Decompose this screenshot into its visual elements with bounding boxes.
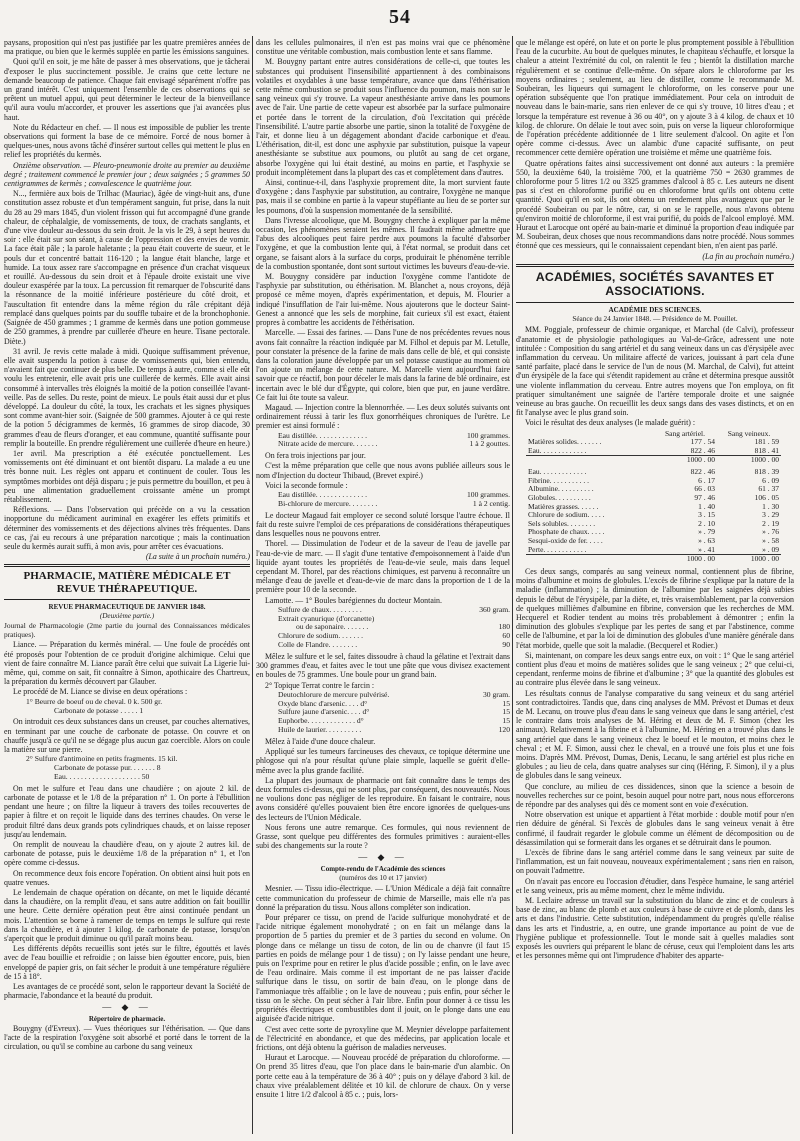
table-cell: 1 . 40 [698, 501, 715, 511]
table-cell: Eau. . . . . . . . . . . . . [528, 467, 587, 477]
paragraph: paysans, proposition qui n'est pas justifiée par les quatre premières années de ma pratique, ou bien que le kermès supplée en partie les émissions sanguines. [4, 38, 250, 57]
formula-line: 1° Beurre de boeuf ou de cheval. 0 k. 500 gr. [26, 696, 163, 706]
paragraph: Ainsi, continue-t-il, dans l'asphyxie proprement dite, la mort survient faute d'oxygène ; dans l'asphyxie par substitution, au contraire, l'oxygène ne manque pas, mais il se combine en partie à la vapeur stupéfiante au lieu de se porter sur les poumons, d'où la suspension momentanée de la sensibilité. [256, 178, 510, 215]
formula [26, 698, 250, 716]
paragraph: M. Bouygny partant entre autres considérations de celle-ci, que toutes les substances qui produisent l'insensibilité appartiennent à des combinaisons volatiles et oxydables à une basse température, avance que dans l'éthérisation cette même combustion se produit sous l'influence du poumon, mais non sur le sang veineux qui s'y trouve. La vapeur anesthésiante arrive dans les poumons avec de l'air. Une partie de cette vapeur est absorbée par la surface pulmonaire et portée dans le torrent de la circulation, d'où l'excitation qui précède l'insensibilité. L'autre partie absorbe une partie, sinon la totalité de l'oxygène de l'air, et donne lieu à un dégagement abondant d'acide carbonique et d'eau. L'éthérisation, dit-il, est donc une asphyxie par substitution, puisque la vapeur anesthésiante se substitue aux poumons, ou plutôt au sang de cet organe, absorbe l'oxygène qui lui était destiné, au moins en partie, et l'asphyxie se produit incomplètement dans la plupart des cas et complètement dans d'autres. [256, 57, 510, 177]
table-cell: 818 . 39 [754, 467, 779, 477]
paragraph: Le lendemain de chaque opération on décante, on met le liquide décanté dans la chaudière, on la remplit d'eau, et sans autre addition on fait bouillir une heure. Cette dernière opération peut être ainsi continuée pendant un mois. L'attention se borne à ramener de temps en temps le sulfure qui reste dans la chaudière, et à ajouter 1 kilog. de carbonate de potasse, lorsqu'on s'aperçoit que le produit diminue ou qu'il paraît moins beau. [4, 887, 250, 943]
paragraph: On remplit de nouveau la chaudière d'eau, on y ajoute 2 autres kil. de carbonate de potasse, puis le deuxième 1/8 de la préparation n° 1, et l'on opère comme ci-dessus. [4, 839, 250, 868]
formula-value [430, 615, 510, 624]
ornament-divider: — ◆ — [102, 1002, 152, 1013]
reflections-paragraph: Réflexions. — Dans l'observation qui précède on a vu la cessation inopportune du médicament auriminal en exagérer les effets primitifs et déterminer des vomissements et des déjections alvines très fréquentes. Dans ce cas, j'ai eu recours à une préparation narcotique ; mais la continuation seule du kermès aurait suffi, à mon avis, pour arrêter ces évacuations. [4, 505, 250, 551]
paragraph: N..., fermière aux bois de Trilhac (Mauriac), âgée de vingt-huit ans, d'une constitution assez robuste et d'un tempérament sanguin, fut prise, dans la nuit du 28 au 29 mars 1845, d'un violent frisson qui fut accompagné d'une grande chaleur, de céphalalgie, de vomissements, de toux, de crachats sanglants, et d'une vive douleur au-dessous du sein droit. Je la vis le 29, à sept heures du soir : elle était sur son séant, à cause de l'oppression et des envies de vomir. La face était pâle ; la parole haletante ; la peau était couverte de sueur, et le pouls dur et concentré battait 116-120 ; la langue était blanche, large et humide. La toux assez rare s'accompagne en présence d'un crachat visqueux et rouillé. Au-dessous du sein droit et à l'épaule droite existait une vive douleur exaspérée par la toux. La percussion fit remarquer de l'obscurité dans la résonnance de la moitié inférieure postérieure du côté droit, et l'auscultation fit entendre dans la même région du râle crépitant déjà remplacé dans quelques points par du souffle tubaire et de la bronchophonie. (Saignée de 450 grammes ; 1 gramme de kermès dans une potion gommeuse de 250 grammes, à prendre par cuillerée d'heure en heure. Tisane pectorale. Diète.) [4, 189, 250, 346]
paragraph: Les résultats connus de l'analyse comparative du sang veineux et du sang artériel sont contradictoires. Tandis que, dans cinq analyses de MM. Prévost et Dumas et deux de M. Lecanu, on trouve plus d'eau dans le sang veineux que dans le sang artériel, c'est le contraire dans trois analyses de M. Héring et deux de M. F. Simon (chez les animaux). Relativement à la fibrine et à l'albumine, M. Héring en a trouvé plus dans le sang artériel que dans le sang veineux chez le boeuf et le mouton, et moins chez le cheval ; et M. F. Simon, aussi chez le cheval, en a trouvé une fois plus et une fois moins. D'après MM. Prévost, Dumas, Denis, Lecanu, le sang artériel est plus riche en globules ; au lieu de cela, dans quatre analyses sur cinq (Héring, F. Simon), il y a plus de globules dans le sang veineux. [516, 688, 794, 781]
paragraph: Thorel. — Dissimulation de l'odeur et de la saveur de l'eau de javelle par l'eau-de-vie de marc. — Il s'agit d'une tentative d'empoisonnement à l'aide d'un liquide ayant toutes les propriétés de l'eau-de-vie seule, mais dans lequel cependant M. Thorel, par des réactions chimiques, est parvenu à reconnaître un mélange d'eau de javelle et d'eau-de-vie de marc dans la proportion de 1 de la première pour 10 de la seconde. [256, 539, 510, 595]
table-cell: 106 . 05 [754, 492, 779, 502]
continuation-note: (La suite à un prochain numéro.) [145, 552, 250, 562]
editor-note: Note du Rédacteur en chef. — Il nous est impossible de publier les trente observations qui forment la base de ce mémoire. Forcé de nous borner à quelques-unes, nous avons tâché d'insérer surtout celles qui mettent le plus en relief les propriétés du kermès. [4, 122, 250, 160]
paragraph: On met le sulfure et l'eau dans une chaudière ; on ajoute 2 kil. de carbonate de potasse et le 1/8 de la préparation n° 1. On porte à l'ébullition pendant une heure ; on filtre la liqueur à travers des toiles recouvertes de papier à filtre et on reçoit le liquide dans des terrines chaudes. On verse le produit filtré dans deux grands pots cylindriques chauds, et on laisse reposer jusqu'au lendemain. [4, 783, 250, 839]
formula-value: 1 à 2 centig. [472, 498, 510, 508]
paragraph: Le procédé de M. Liance se divise en deux opérations : [13, 687, 188, 697]
paragraph: M. Leclaire adresse un travail sur la substitution du blanc de zinc et de couleurs à base de zinc, au blanc de plomb et aux couleurs à base de cuivre et de plomb, dans les arts et dans l'industrie. Cette substitution, indépendamment du progrès qu'elle réalise dans les arts et l'industrie, a, en outre, une grande importance au point de vue de l'hygiène publique et professionnelle. Tout le monde sait à quelles maladies sont exposés les ouvriers qui préparent le blanc de céruse, ceux qui l'emploient dans les arts et les personnes même qui ont l'imprudence d'habiter des apparte- [516, 896, 794, 961]
paragraph: La plupart des journaux de pharmacie ont fait connaître dans le temps des deux formules ci-dessus, qui ne sont plus, par conséquent, des nouveautés. Nous ne voulions donc pas négliger de les reproduire. En faisant le contraire, nous avons considéré qu'elles pouvaient bien être encore ignorées de quelques-uns des lecteurs de l'Union Médicale. [256, 775, 510, 822]
paragraph: 1er avril. Ma prescription a été exécutée ponctuellement. Les vomissements ont été diminuant et ont bientôt disparu. La malade a eu une très bonne nuit. Les règles ont apparu et continuent de couler. Tous les symptômes morbides ont déjà disparu ; je puis permettre du bouillon, et peu à peu une alimentation graduellement croissante amène un prompt rétablissement. [4, 448, 250, 504]
formula-value: 15 [502, 698, 510, 708]
table-cell: 1000 . 00 [653, 456, 717, 465]
rule [516, 302, 794, 303]
table-cell: Sels solubles. . . . . . . . [528, 518, 596, 528]
table-cell [526, 555, 653, 564]
paragraph: Que conclure, au milieu de ces dissidences, sinon que la science a besoin de nouvelles recherches sur ce point, besoin auquel pour notre part, nous nous efforcerons de répondre par des analyses qui dès ce moment sont en voie d'exécution. [516, 781, 794, 809]
table-cell: 1 . 30 [762, 501, 779, 511]
paragraph: M. Bouygny considère par induction l'oxygène comme l'antidote de l'asphyxie par substitution, ou éthérisation. M. Blanchet a, nous croyons, déjà proposé ce même moyen, d'après expérimentation, et depuis, M. Flourier a indiqué l'insufflation de l'air lui-même. Nous ajouterons que le docteur Saint-Genest a annoncé que les sels de morphine, fait curieux s'il est exact, étaient propres à combattre les accidents de l'éthérisation. [256, 272, 510, 328]
continuation-note: (La fin au prochain numéro.) [702, 251, 794, 261]
paragraph: Mêlez à l'aide d'une douce chaleur. [265, 737, 376, 746]
page-number: 54 [389, 6, 411, 28]
table-cell: Eau. . . . . . . . . . . . . [528, 445, 587, 455]
section-rule [516, 264, 794, 267]
column-rule-2 [512, 36, 513, 1134]
column-1 [4, 38, 250, 1134]
formula [278, 432, 510, 450]
paragraph: Mesnier. — Tissu idio-électrique. — L'Union Médicale a déjà fait connaître cette communication du professeur de chimie de Marseille, mais elle n'a pas donné la préparation du tissu. Nous allons compléter son indication. [256, 884, 510, 912]
compte-rendu-heading: Compte-rendu de l'Académie des sciences [320, 864, 446, 873]
table-cell: Albumine. . . . . . . . . . [528, 484, 594, 494]
formula-value: 360 gram. [479, 604, 510, 614]
table-header-cell: Sang veineux. [727, 428, 771, 438]
paragraph: Quatre opérations faites ainsi successivement ont donné aux auteurs : la première 550, la deuxième 640, la troisième 700, et la quatrième 750 = 2630 grammes de chloroforme pour 5 litres 1/2 ou 3325 grammes d'alcool à 85 c. Les auteurs ne disent pas si c'est en chloroforme purifié ou en chloroforme brut qu'ils ont obtenu cette quantité. Quoi qu'il en soit, ils ont obtenu un rendement plus avantageux que par le procédé Soubeiran ou par le nôtre, car, si on se le rappelle, nous n'avons obtenu qu'environ moitié de chloroforme, il est vrai purifié, du poids de l'alcool employé. MM. Huraut et Larocque ont opéré au bain-marie et diminué la proportion d'eau indiquée par M. Soubeiran, deux choses que nous recommandions dans notre procédé. Nous sommes étonné que ces messieurs, qui le connaissaient cependant bien, n'en aient pas parlé. [516, 158, 794, 251]
formula-label: Eau distillée. . . . . . . . . . . . . . [278, 490, 368, 500]
formula-label: Eau distillée. . . . . . . . . . . . . . [278, 430, 368, 440]
paragraph: 2° Topique Terrat contre le farcin : [265, 680, 375, 690]
formula-line: 2° Sulfure d'antimoine en petits fragments. 15 kil. [26, 754, 178, 764]
table-cell: 3 . 29 [762, 510, 779, 520]
ornament-divider: — ◆ — [358, 852, 408, 863]
paragraph: Dans l'ivresse alcoolique, que M. Bouygny cherche à expliquer par la même occasion, les phénomènes seraient les mêmes. Il faudrait même admettre que l'abus des alcooliques peut faire perdre aux poumons la faculté d'absorber l'oxygène, et que la combustion lente qui, à l'état normal, se produit dans cet organe, se faisant alors à la surface du corps, produirait le phénomène terrible de la combustion spontanée, dont sont surtout victimes les buveurs d'eau-de-vie. [256, 215, 510, 271]
formula-line: Eau. . . . . . . . . . . . . . . . . . . . 50 [54, 771, 150, 781]
repertoire-heading: Répertoire de pharmacie. [88, 1014, 166, 1023]
formula-label: Deutochlorure de mercure pulvérisé. [278, 689, 390, 699]
table-cell: Matières solides. . . . . . . [528, 437, 602, 447]
formula-value: 100 grammes. [466, 490, 510, 500]
formula-value: 120 [498, 725, 510, 735]
blood-composition-table [526, 468, 781, 564]
paragraph: MM. Poggiale, professeur de chimie organique, et Marchal (de Calvi), professeur d'anatomie et de physiologie pathologiques au Val-de-Grâce, adressent une note intitulée : Composition du sang artériel et du sang veineux dans un cas d'érysipèle avec inflammation du cerveau. Un militaire affecté de varices, jouissant à part cela d'une santé parfaite, placé dans le service de l'un de nous (M. Marchal, de Calvi), fut atteint d'un érysipèle de la face qui s'étendit rapidement au crâne et détermina presque aussitôt une violente inflammation du cerveau. Entre autres moyens que l'on employa, on fit pratiquer simultanément une saignée de l'artère temporale droite et une saignée veineuse au bras gauche. On recueillit les deux sangs dans des vases distincts, et on en fit l'analyse avec le plus grand soin. [516, 325, 794, 418]
column-rule-1 [252, 36, 253, 1134]
formula-label: Nitrate acide de mercure. . . . . . . [278, 439, 378, 449]
paragraph: que le mélange est opéré, on lute et on porte le plus promptement possible à l'ébullition l'eau de la cucurbite. Au bout de quelques minutes, le chapiteau s'échauffe, et lorsque la chaleur a atteint l'extrémité du col, on ralentit le feu ; bientôt la distillation marche régulièrement et se continue d'elle-même. On sépare alors le chloroforme par les moyens ordinaires ; seulement, au lieu de distiller, comme le recommande M. Soubeiran, les liqueurs qui surnagent le chloroforme, on les conserve pour une opération subséquente que l'on pratique immédiatement. Pour cela on introduit de nouveau dans le bain-marie, sans rien enlever de ce qui s'y trouve, 10 litres d'eau ; et lorsque la température est revenue à 36 ou 40°, on y ajoute 3 à 4 kilog. de chaux et 10 kilog. de chlorure. On délaie le tout avec soin, puis on verse la liqueur chloroformique de l'opération précédente additionnée de 1 litre seulement d'alcool. On agite et l'on opère comme ci-dessus. Avec un alambic d'une capacité suffisante, on peut recommencer cette dernière opération une troisième et même une quatrième fois. [516, 38, 794, 158]
blood-analysis-table [526, 430, 781, 466]
formula-label: Euphorbe. . . . . . . . . . . . . d° [278, 716, 364, 726]
seance-line: Séance du 24 Janvier 1848. — Présidence de M. Pouillet. [572, 314, 738, 323]
paragraph: dans les cellules pulmonaires, il n'en est pas moins vrai que ce phénomène constitue une véritable combustion, mais combustion lente et sans flamme. [256, 38, 510, 57]
formula [278, 606, 510, 650]
table-cell [526, 456, 653, 465]
formula-line: Carbonate de potasse pur. . . . . . . 8 [54, 763, 161, 772]
paragraph: Les différents dépôts recueillis sont jetés sur le filtre, égouttés et lavés avec de l'eau bouillie et refroidie ; on laisse bien égoutter encore, puis, bien enveloppé de papier gris, on fait sécher le produit à une température régulière de 15 à 18°. [4, 944, 250, 981]
paragraph: On n'avait pas encore eu l'occasion d'étudier, dans l'espèce humaine, le sang artériel et le sang veineux, pris au même moment, chez le même individu. [516, 876, 794, 895]
paragraph: Mêlez le sulfure et le sel, faites dissoudre à chaud la gélatine et l'extrait dans 300 grammes d'eau, et faites avec le tout une pâte que vous divisez exactement en boules de 75 grammes. Une boule pour un grand bain. [256, 651, 510, 680]
paragraph: Quoi qu'il en soit, je me hâte de passer à mes observations, que je tâcherai d'exposer le plus succinctement possible. Je crains que cette lecture ne demande beaucoup de patience. Chaque fait envisagé séparément n'offre pas un grand intérêt. C'est uniquement l'ensemble de ces observations qui se prêtent un mutuel appui, qui peut déterminer le lecteur de la bienveillance qu'il aura voulu m'accorder, et prouver les assertions que j'ai avancées plus haut. [4, 57, 250, 122]
compte-rendu-subheading: (numéros des 10 et 17 janvier) [339, 874, 427, 883]
paragraph: Appliqué sur les tumeurs farcineuses des chevaux, ce topique détermine une phlogose qui n'a pour résultat qu'une plaie simple, laquelle se guérit d'elle-même avec la plus grande facilité. [256, 747, 510, 775]
table-row [526, 546, 781, 555]
formula [26, 755, 250, 782]
formula-label: Sulfure de chaux. . . . . . . . . [278, 604, 362, 614]
formula-value: 90 [502, 640, 510, 650]
observation-title: Onzième observation. — Pleuro-pneumonie droite au premier au deuxième degré ; traitement commencé le premier jour ; deux saignées ; 5 grammes 50 centigrammes de kermès ; convalescence le quatrième jour. [4, 160, 250, 189]
formula-label: Huile de laurier. . . . . . . . . . [278, 725, 362, 735]
table-cell: 1000 . 00 [717, 456, 781, 465]
formula [278, 691, 510, 735]
table-cell: 818 . 41 [754, 445, 779, 455]
table-header-cell: Sang artériel. [665, 428, 705, 438]
table-cell: 6 . 17 [698, 475, 715, 485]
table-cell: » . 09 [762, 544, 779, 554]
table-cell: 1000 . 00 [717, 555, 781, 564]
formula-line: Carbonate de potasse . . . . . 1 [54, 705, 144, 715]
paragraph: Huraut et Larocque. — Nouveau procédé de préparation du chloroforme. — On prend 35 litres d'eau, que l'on place dans le bain-marie d'un alambic. On porte cette eau à la température de 36 à 40° ; puis on y délaye d'abord 3 kil. de chaux vive préalablement délitée et 10 kil. de chlorure de chaux. On y verse ensuite 1 litre 1/2 d'alcool à 85 c. ; puis, lors- [256, 1053, 510, 1099]
table-cell: Phosphate de chaux. . . . . [528, 527, 605, 537]
paragraph: On recommence deux fois encore l'opération. On obtient ainsi huit pots en quatre venues. [4, 868, 250, 887]
paragraph: Voici la seconde formule : [265, 480, 348, 490]
table-cell: » . 76 [762, 527, 779, 537]
revue-subheading-part: (Deuxième partie.) [99, 611, 155, 620]
formula-label: Bi-chlorure de mercure. . . . . . . . [278, 498, 378, 508]
journal-line: Journal de Pharmacologie (2me partie du journal des Connaissances médicales pratiques). [4, 621, 250, 639]
section-heading-academies: ACADÉMIES, SOCIÉTÉS SAVANTES ET ASSOCIATIONS. [535, 269, 775, 299]
paragraph: C'est la même préparation que celle que nous avons publiée ailleurs sous le nom d'Injection du docteur Thibaud, (Brevet expiré.) [256, 461, 510, 480]
table-cell: 822 . 46 [690, 445, 715, 455]
formula-label: Chlorure de sodium. . . . . . . [278, 631, 363, 641]
table-cell: 181 . 59 [754, 437, 779, 447]
table-cell: 1000 . 00 [653, 555, 717, 564]
rule [4, 599, 250, 600]
formula [278, 491, 510, 509]
table-total-row [526, 555, 781, 564]
table-cell: 66 . 03 [694, 484, 715, 494]
table-cell: 6 . 09 [762, 475, 779, 485]
table-cell: 97 . 46 [694, 492, 715, 502]
table-cell: » . 58 [762, 536, 779, 546]
table-total-row [526, 456, 781, 465]
formula-value: 15 [502, 707, 510, 717]
paragraph: On fera trois injections par jour. [265, 451, 366, 461]
table-cell: 2 . 19 [762, 518, 779, 528]
formula-label: ou de saponaire. . . . . . . [296, 622, 369, 632]
column-3 [516, 38, 794, 1134]
paragraph: Voici le résultat des deux analyses (le malade guérit) : [525, 418, 696, 428]
revue-subheading: REVUE PHARMACEUTIQUE DE JANVIER 1848. [48, 602, 206, 611]
paragraph: Liance. — Préparation du kermès minéral. — Une foule de procédés ont été proposés pour l'obtention de ce produit d'origine alchimique. Celui que vient de faire connaître M. Liance paraît être celui que suivait La Ligerie lui-même, qui, comme on sait, fit connaître à Simon, apothicaire des Chartreux, la préparation du kermès découvert par Glauber. [4, 640, 250, 687]
table-cell: Sesqui-oxide de fer. . . . . [528, 536, 603, 546]
paragraph: Magaud. — Injection contre la blennorrhée. — Les deux solutés suivants ont ordinairement réussi à tarir les flux gonorrhéiques chroniques de l'urètre. Le premier est ainsi formulé : [256, 402, 510, 431]
table-cell: » . 63 [698, 536, 715, 546]
paragraph: Pour préparer ce tissu, on prend de l'acide sulfurique monohydraté et de l'acide nitrique également monohydraté ; on en fait un mélange dans la proportion de 5 parties du premier et de 3 parties du second en volume. On plonge dans ce mélange un tissu de coton, de lin ou de chanvre (il faut 15 parties en poids de mélange pour 1 de tissu) ; on l'y laisse pendant une heure, puis on l'exprime pour en retirer le plus d'acide possible ; enfin, on le lave avec de l'eau ordinaire. Mais comme il est important de ne pas laisser d'acide sulfurique dans le tissu, on sortir de bain d'eau, on le plonge dans de l'ammoniaque très affaiblie ; on le lave de nouveau ; puis enfin, pour sécher le tissu on le sèche. On peut sécher à l'air libre. Enfin pour donner à ce tissu les propriétés électriques et combustibles dont il jouit, on le plonge dans une eau aiguisée d'acide nitrique. [256, 913, 510, 1024]
paragraph: Lamotte. — 1° Boules barégiennes du docteur Montain. [265, 595, 442, 605]
table-cell: Matières grasses. . . . . . [528, 501, 599, 511]
academie-subheading: ACADÉMIE DES SCIENCES. [608, 305, 702, 314]
table-cell: 822 . 46 [690, 467, 715, 477]
table-cell: 3 . 15 [698, 510, 715, 520]
formula-value: 30 gram. [483, 689, 510, 699]
formula-label: Oxyde blanc d'arsenic. . . . d° [278, 698, 368, 708]
table-cell: » . 79 [698, 527, 715, 537]
paragraph: C'est avec cette sorte de pyroxyline que M. Meynier développe parfaitement de l'électricité en abondance, et que des médecins, par application locale et frictions, ont déjà obtenu la guérison de maladies nerveuses. [256, 1024, 510, 1052]
formula-value: 15 [502, 716, 510, 726]
formula-value: 1 à 2 gouttes. [469, 439, 510, 449]
paragraph: Ces deux sangs, comparés au sang veineux normal, contiennent plus de fibrine, moins d'albumine et moins de globules. L'excès de fibrine s'explique par la nature de la maladie (inflammation) ; la diminution de l'albumine par les saignées déjà subies depuis le début de l'érysipèle, par la diète, et, très vraisemblablement, par la conversion de quelques millièmes d'albumine en fibrine, conversion que les recherches de MM. Hecquerel et Rodier tendent au moins très probablement à démontrer ; enfin la diminution des globules s'explique par les pertes de sang et par l'abstinence, comme celle de l'albumine, et par la loi de diminution des globules d'une manière générale dans l'état morbide, quelle que soit la maladie. (Becquerel et Rodier.) [516, 566, 794, 650]
paragraph: 31 avril. Je revis cette malade à midi. Quoique suffisamment prévenue, elle avait suspendu la potion à cause de vomissements qui, bien entendu, n'avaient fait que continuer de plus belle. De temps à autre, comme si elle eût voulu les entretenir, elle avait pris une cuillerée de kermès. Elle avait ainsi consommé à intervalles très éloignés la moitié de la potion conseillée l'avant-veille. Pas de selles. Du reste, point de mieux. Le pouls était aussi dur et plus développé. La douleur du côté, la toux, les crachats et les signes physiques sont comme avant-hier soir. (Saignée de 500 grammes. Ajouter à ce qui reste de la potion 5 décigrammes de kermès, 16 grammes de sirop diacode, 30 grammes d'eau de fleurs d'oranger, et eau commune, quantité suffisante pour remplir la bouteille. En prendre régulièrement une cuillerée d'heure en heure.) [4, 346, 250, 448]
table-cell: 2 . 10 [698, 518, 715, 528]
formula-label: Sulfure jaune d'arsenic. . . . d° [278, 707, 370, 717]
paragraph: Bouygny (d'Evreux). — Vues théoriques sur l'éthérisation. — Que dans l'acte de la respiration l'oxygène soit absorbé et porté dans le torrent de la circulation, ou qu'il se combine au carbone du sang veineux [4, 1023, 250, 1052]
table-cell: 177 . 54 [690, 437, 715, 447]
table-cell: » . 41 [698, 544, 715, 554]
table-cell: Perte. . . . . . . . . . . . [528, 544, 587, 554]
paragraph: On introduit ces deux substances dans un creuset, par couches alternatives, en terminant par une couche de carbonate de potasse. On couvre et on chauffe jusqu'à ce qu'il ne se dégage plus aucun gaz coercible. Alors on coule la matière sur une pierre. [4, 717, 250, 754]
paragraph: Si, maintenant, on compare les deux sangs entre eux, on voit : 1° Que le sang artériel contient plus d'eau et moins de matières solides que le sang veineux ; 2° que celui-ci, cependant, renferme moins de fibrine et d'albumine ; 3° que la quantité des globules est au contraire plus élevée dans le sang veineux. [516, 650, 794, 688]
formula-value: 60 [502, 631, 510, 641]
section-rule [4, 564, 250, 567]
formula-label: Colle de Flandre. . . . . . . . [278, 640, 358, 650]
table-cell: 61 . 37 [758, 484, 779, 494]
paragraph: Nous ferons une autre remarque. Ces formules, qui nous reviennent de Grasse, sont quelque peu différentes des formules primitives : auraient-elles subi des changements sur la route ? [256, 822, 510, 851]
formula-label: Extrait cyanurique (d'orcanette) [278, 613, 375, 623]
table-cell: Chlorure de sodium. . . . . [528, 510, 605, 520]
table-cell: Fibrine. . . . . . . . . . . [528, 475, 590, 485]
table-cell: Globules. . . . . . . . . . [528, 492, 591, 502]
paragraph: Marcelle. — Essai des farines. — Dans l'une de nos précédentes revues nous avons fait connaître la réaction indiquée par M. Filhol et depuis par M. Letulle, pour constater la présence de la farine de maïs dans celle de blé, et qui consiste dans la coloration jaune développée par un sel potasse caustique au moment où l'on ajoute un mélange de cette nature. M. Marcelle vient aujourd'hui faire savoir que ce réactif, bon pour déceler le maïs dans la farine de blé ordinaire, est incertain avec le blé dur d'Égypte, qui colore, bien que pur, en jaune verdâtre. Ce fait lui ôte toute sa valeur. [256, 328, 510, 402]
section-heading-pharmacie: PHARMACIE, MATIÈRE MÉDICALE ET REVUE THÉRAPEUTIQUE. [23, 570, 231, 596]
column-2 [256, 38, 510, 1134]
paragraph: Notre observation est unique et appartient à l'état morbide : double motif pour n'en rien déduire de général. Si l'excès de globules dans le sang veineux venait à être confirmé, il faudrait regarder le globule comme un élément de décomposition ou de désassimilation qui se formerait dans les organes et se détruirait dans le poumon. [516, 810, 794, 847]
paragraph: Le docteur Magaud fait employer ce second soluté lorsque l'autre échoue. Il fait du reste suivre l'emploi de ces préparations de considérations thérapeutiques dans lesquelles nous ne pouvons entrer. [256, 510, 510, 539]
paragraph: Les avantages de ce procédé sont, selon le rapporteur devant la Société de pharmacie, l'abondance et la beauté du produit. [4, 981, 250, 1001]
formula-value: 180 [498, 622, 510, 632]
formula-value: 100 grammes. [466, 430, 510, 440]
table-row [526, 447, 781, 456]
paragraph: L'excès de fibrine dans le sang artériel comme dans le sang veineux par suite de l'inflammation, est un fait nouveau, nouveaux expérimentalement ; sans rien en raison, on pouvait l'admettre. [516, 848, 794, 876]
